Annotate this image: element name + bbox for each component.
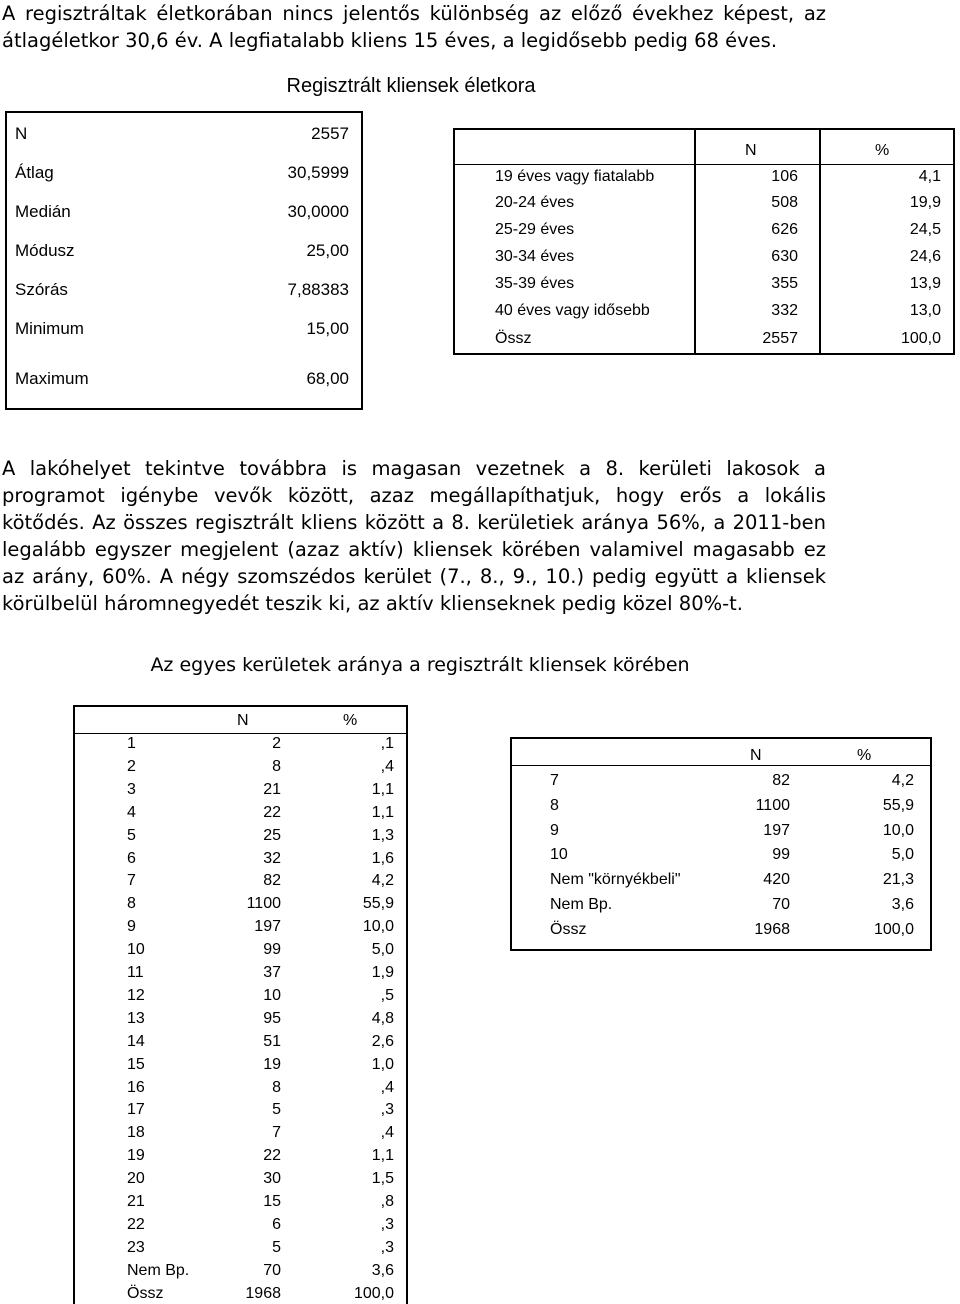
row-n: 2	[272, 735, 281, 752]
row-label: 14	[127, 1032, 145, 1050]
age-group-table	[453, 128, 955, 355]
row-n: 197	[763, 821, 790, 839]
row-label: 20-24 éves	[495, 194, 575, 211]
header-n: N	[237, 712, 249, 729]
row-n: 5	[272, 1101, 281, 1119]
row-percent: 100,0	[353, 1284, 394, 1302]
row-n: 7	[272, 1124, 281, 1142]
header-divider	[512, 765, 930, 766]
row-label: 25-29 éves	[495, 221, 575, 238]
row-n: 5	[272, 1238, 281, 1256]
row-label: 17	[127, 1101, 145, 1119]
row-n: 32	[263, 849, 281, 867]
row-percent: 4,1	[918, 168, 941, 185]
row-percent: 4,2	[371, 872, 394, 890]
row-n: 420	[763, 871, 790, 889]
row-label: 40 éves vagy idősebb	[495, 302, 650, 319]
header-percent: %	[343, 712, 358, 729]
row-n: 82	[772, 772, 790, 789]
row-label: Össz	[127, 1284, 164, 1302]
row-label: 21	[127, 1193, 145, 1210]
row-n: 30	[263, 1170, 281, 1188]
row-n: 21	[263, 780, 281, 798]
row-percent: 13,9	[909, 275, 941, 292]
age-statistics-table	[5, 111, 363, 410]
row-percent: ,3	[380, 1238, 394, 1256]
row-n: 1100	[755, 796, 790, 814]
age-table-title: Regisztrált kliensek életkora	[286, 75, 536, 97]
row-percent: 1,5	[371, 1170, 394, 1188]
stat-value: 30,0000	[287, 202, 349, 221]
row-n: 2557	[762, 330, 798, 347]
row-percent: ,4	[380, 1078, 394, 1096]
row-percent: 5,0	[891, 846, 914, 864]
stat-row	[7, 163, 361, 193]
row-label: 1	[127, 735, 136, 752]
row-n: 508	[771, 194, 798, 211]
header-percent: %	[857, 747, 872, 764]
row-percent: 4,8	[371, 1009, 394, 1027]
row-label: 30-34 éves	[495, 248, 575, 265]
row-n: 1968	[245, 1284, 281, 1302]
stat-label: Medián	[15, 202, 71, 221]
row-label: 10	[127, 941, 145, 959]
stat-label: Módusz	[15, 241, 75, 260]
row-percent: 10,0	[362, 918, 394, 936]
stat-value: 68,00	[306, 369, 349, 388]
row-percent: ,4	[380, 1124, 394, 1142]
row-percent: ,5	[380, 986, 394, 1004]
stat-value: 2557	[311, 124, 349, 143]
stat-row	[7, 124, 361, 154]
row-percent: 3,6	[371, 1261, 394, 1279]
row-percent: 21,3	[882, 871, 914, 889]
row-label: 23	[127, 1238, 145, 1256]
row-label: 8	[127, 895, 136, 913]
row-n: 626	[771, 221, 798, 238]
row-label: Nem Bp.	[127, 1261, 190, 1279]
row-n: 22	[263, 803, 281, 821]
row-label: 7	[550, 772, 559, 789]
row-n: 22	[263, 1147, 281, 1165]
row-percent: 1,6	[371, 849, 394, 867]
row-percent: 55,9	[882, 796, 914, 814]
row-label: 12	[127, 986, 145, 1004]
row-percent: 2,6	[371, 1032, 394, 1050]
row-label: 2	[127, 757, 136, 775]
row-n: 25	[263, 826, 281, 844]
stat-label: N	[15, 124, 28, 143]
row-n: 37	[263, 964, 281, 981]
row-label: Nem Bp.	[550, 896, 613, 913]
row-label: Össz	[550, 920, 587, 938]
stat-row	[7, 241, 361, 271]
row-n: 1968	[754, 920, 790, 938]
row-label: 20	[127, 1170, 145, 1188]
row-percent: 4,2	[891, 772, 914, 789]
row-percent: 1,0	[371, 1055, 394, 1073]
district-table-title: Az egyes kerületek aránya a regisztrált kliensek körében	[150, 654, 690, 676]
row-n: 106	[771, 168, 798, 185]
row-label: 7	[127, 872, 136, 890]
stat-label: Szórás	[15, 280, 68, 299]
row-percent: 1,1	[371, 803, 394, 821]
row-n: 355	[771, 275, 798, 292]
row-label: 13	[127, 1009, 145, 1027]
row-label: 9	[127, 918, 136, 936]
row-n: 99	[263, 941, 281, 959]
row-n: 15	[263, 1193, 281, 1210]
stat-row	[7, 202, 361, 232]
row-n: 70	[772, 896, 790, 913]
row-percent: 100,0	[900, 330, 941, 347]
row-n: 19	[263, 1055, 281, 1073]
stat-value: 15,00	[306, 319, 349, 338]
header-percent: %	[875, 142, 890, 159]
row-percent: 1,1	[371, 1147, 394, 1165]
row-label: 9	[550, 821, 559, 839]
row-percent: 1,3	[371, 826, 394, 844]
body-paragraph: A lakóhelyet tekintve továbbra is magasan vezetnek a 8. kerületi lakosok a programot igénybe vevők között, azaz megállapíthatjuk, hogy erős a lokális kötődés. Az összes regisztrált kliens között a 8. kerületiek aránya 56%, a 2011-ben legalább egyszer megjelent (azaz aktív) kliensek körében valamivel magasabb ez az arány, 60%. A négy szomszédos kerület (7., 8., 9., 10.) pedig együtt a kliensek körülbelül háromnegyedét teszik ki, az aktív klienseknek pedig közel 80%-t.	[2, 457, 826, 615]
row-percent: 5,0	[371, 941, 394, 959]
stat-label: Minimum	[15, 319, 84, 338]
row-label: 4	[127, 803, 136, 821]
stat-value: 7,88383	[287, 280, 349, 299]
row-label: 19 éves vagy fiatalabb	[495, 168, 655, 185]
row-label: 16	[127, 1078, 145, 1096]
row-n: 82	[263, 872, 281, 890]
nearby-districts-table	[510, 737, 932, 951]
row-percent: 19,9	[909, 194, 941, 211]
row-percent: ,1	[380, 735, 394, 752]
row-n: 99	[772, 846, 790, 864]
row-percent: 24,5	[909, 221, 941, 238]
row-n: 10	[263, 986, 281, 1004]
stat-row	[7, 369, 361, 399]
row-percent: 55,9	[362, 895, 394, 913]
row-n: 95	[263, 1009, 281, 1027]
row-label: 10	[550, 846, 568, 864]
row-percent: ,3	[380, 1101, 394, 1119]
row-percent: ,4	[380, 757, 394, 775]
row-label: 15	[127, 1055, 145, 1073]
stat-label: Átlag	[15, 163, 54, 182]
row-percent: 100,0	[873, 920, 914, 938]
row-n: 6	[272, 1215, 281, 1233]
intro-paragraph: A regisztráltak életkorában nincs jelentős különbség az előző évekhez képest, az átlagéletkor 30,6 év. A legfiatalabb kliens 15 éves, a legidősebb pedig 68 éves.	[2, 2, 826, 52]
header-divider	[75, 733, 406, 734]
row-percent: 1,1	[371, 780, 394, 798]
row-percent: ,3	[380, 1215, 394, 1233]
district-table	[73, 705, 408, 1304]
row-label: 6	[127, 849, 136, 867]
row-percent: 24,6	[909, 248, 941, 265]
header-divider	[455, 164, 953, 165]
row-n: 332	[771, 302, 798, 319]
row-label: 3	[127, 780, 136, 798]
row-percent: 3,6	[891, 896, 914, 913]
row-n: 8	[272, 1078, 281, 1096]
row-percent: 13,0	[909, 302, 941, 319]
row-label: 11	[127, 964, 144, 981]
row-percent: ,8	[380, 1193, 394, 1210]
row-label: 19	[127, 1147, 145, 1165]
row-label: 8	[550, 796, 559, 814]
row-percent: 10,0	[882, 821, 914, 839]
row-n: 70	[263, 1261, 281, 1279]
row-n: 197	[254, 918, 281, 936]
row-n: 8	[272, 757, 281, 775]
stat-row	[7, 280, 361, 310]
header-n: N	[745, 142, 757, 159]
row-label: 22	[127, 1215, 145, 1233]
row-n: 1100	[246, 895, 281, 913]
row-label: 35-39 éves	[495, 275, 575, 292]
row-label: Össz	[495, 330, 532, 347]
row-label: 18	[127, 1124, 145, 1142]
stat-value: 25,00	[306, 241, 349, 260]
row-n: 51	[263, 1032, 281, 1050]
stat-row	[7, 319, 361, 349]
stat-label: Maximum	[15, 369, 89, 388]
header-n: N	[750, 747, 762, 764]
row-label: Nem "környékbeli"	[550, 871, 681, 889]
row-label: 5	[127, 826, 136, 844]
row-n: 630	[771, 248, 798, 265]
row-percent: 1,9	[371, 964, 394, 981]
stat-value: 30,5999	[287, 163, 349, 182]
